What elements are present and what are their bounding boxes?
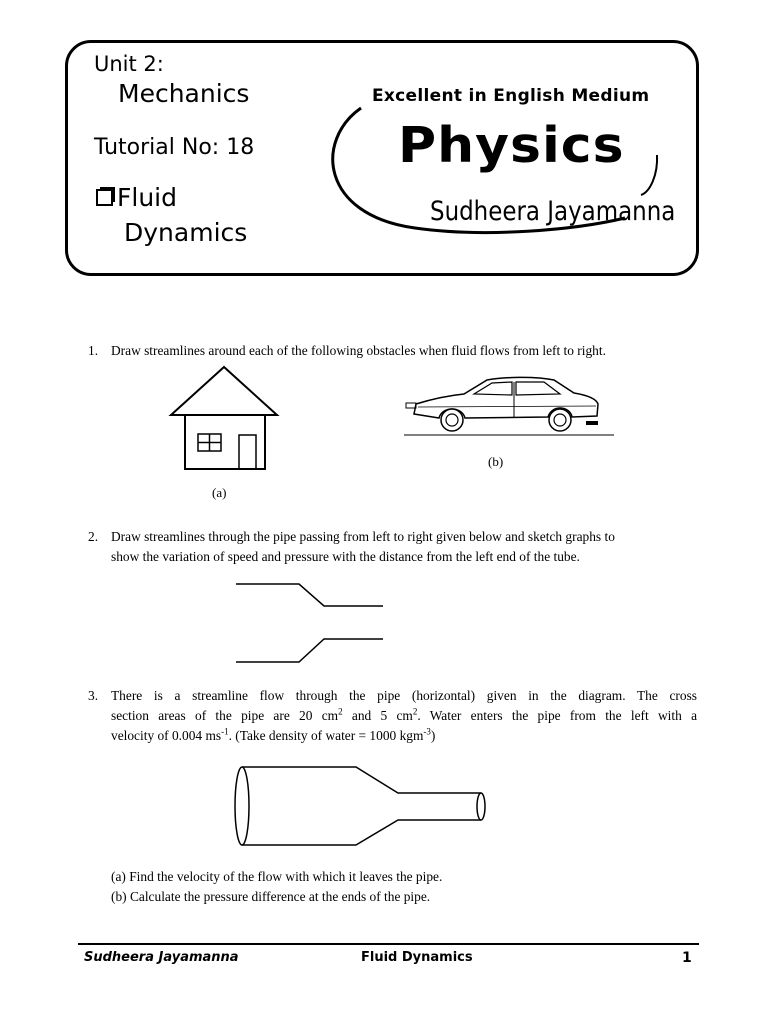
question-1-text: Draw streamlines around each of the following obstacles when fluid flows from left to right.	[111, 343, 606, 358]
topic-title: Mechanics	[118, 79, 250, 108]
page-number: 1	[682, 950, 692, 966]
question-1-number: 1.	[88, 343, 99, 358]
question-3-part-b: (b) Calculate the pressure difference at the ends of the pipe.	[111, 889, 431, 904]
question-2-line2: show the variation of speed and pressure with the distance from the left end of the tube.	[111, 549, 580, 564]
question-2-line1: Draw streamlines through the pipe passing from left to right given below and sketch graphs to	[111, 529, 615, 544]
footer-rule	[78, 943, 699, 945]
unit-label: Unit 2:	[94, 52, 164, 76]
question-2-text	[111, 527, 701, 567]
question-2-number: 2.	[88, 529, 99, 544]
question-3-line1: There is a streamline flow through the pipe (horizontal) given in the diagram. The cross	[111, 688, 697, 703]
caption-b: (b)	[488, 454, 504, 469]
logo-tagline: Excellent in English Medium	[372, 86, 650, 106]
question-3-line3: velocity of 0.004 $ms^{-1}$. (Take density of water = 1000 kgm$^{-3}$)	[111, 726, 436, 743]
question-3-line2: section areas of the pipe are 20 $cm^2$ and 5 $cm^2$. Water enters the pipe from the left with a	[111, 706, 698, 723]
lesson-title-line2: Dynamics	[124, 218, 248, 247]
caption-a: (a)	[212, 485, 227, 500]
logo-brand: Physics	[398, 117, 625, 175]
car-diagram	[404, 374, 614, 442]
footer-title: Fluid Dynamics	[361, 950, 473, 965]
tapered-pipe-diagram	[232, 764, 492, 850]
tutorial-number: Tutorial No: 18	[94, 135, 255, 160]
converging-pipe-diagram	[236, 582, 386, 666]
lesson-title-line1: Fluid	[117, 183, 177, 212]
question-3-part-a: (a) Find the velocity of the flow with which it leaves the pipe.	[111, 869, 443, 884]
footer-author: Sudheera Jayamanna	[84, 950, 239, 965]
question-3-text	[111, 686, 697, 746]
house-diagram	[168, 364, 282, 472]
question-3-number: 3.	[88, 688, 99, 703]
author-name: Sudheera Jayamanna	[430, 196, 676, 227]
